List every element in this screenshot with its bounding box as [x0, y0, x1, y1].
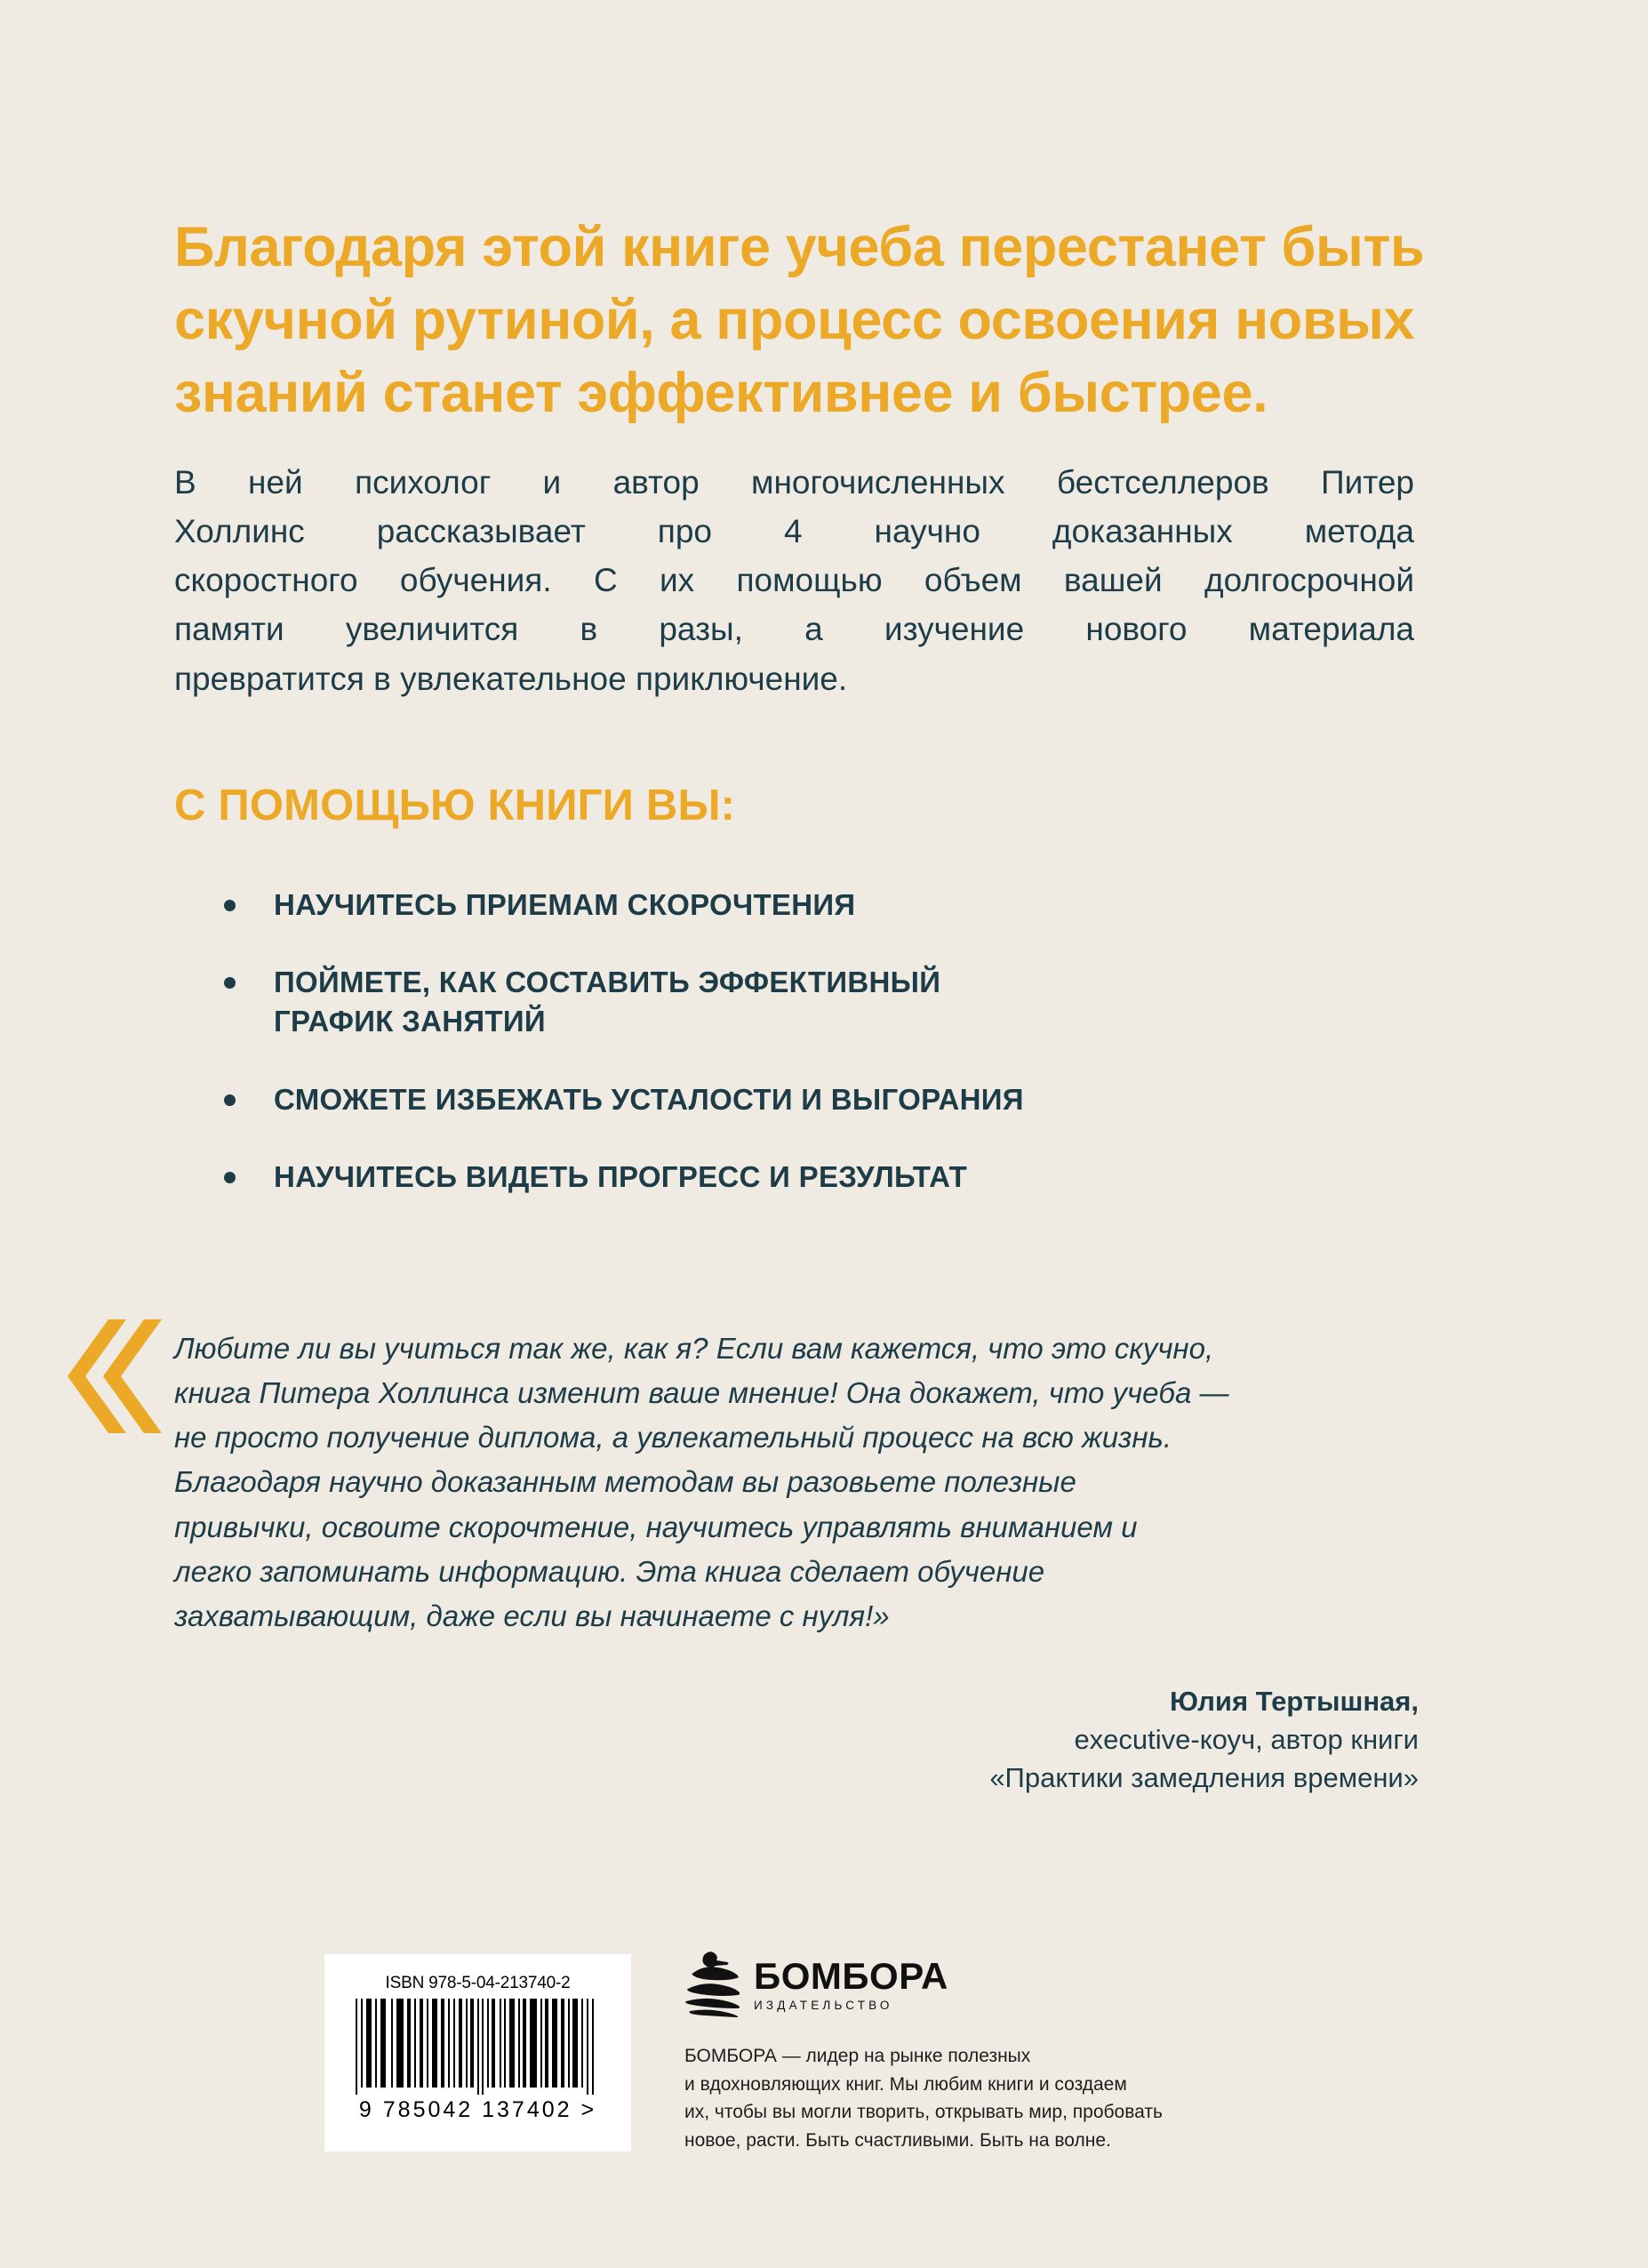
list-item-label — [274, 963, 940, 1041]
list-item-label — [274, 1080, 1024, 1119]
benefits-list — [174, 886, 1419, 1197]
quote-line: Любите ли вы учиться так же, как я? Если вам кажется, что это скучно, — [174, 1332, 1214, 1365]
bombora-wave-logo-icon — [684, 1950, 740, 2019]
list-item-line: НАУЧИТЕСЬ ВИДЕТЬ ПРОГРЕСС И РЕЗУЛЬТАТ — [274, 1159, 968, 1193]
quote-line: книга Питера Холлинса изменит ваше мнение! Она докажет, что учеба — — [174, 1376, 1229, 1410]
list-item-line: ГРАФИК ЗАНЯТИЙ — [274, 1005, 546, 1038]
intro-line: скоростного обучения. С их помощью объем вашей долгосрочной — [174, 562, 1414, 599]
intro-line: превратится в увлекательное приключение. — [174, 660, 848, 697]
publisher-block — [684, 1947, 1218, 2154]
publisher-name: БОМБОРА — [754, 1954, 948, 1997]
headline-line: скучной рутиной, а процесс освоения новых — [174, 288, 1415, 351]
testimonial-attribution — [174, 1683, 1419, 1797]
publisher-description-line: и вдохновляющих книг. Мы любим книги и создаем — [684, 2073, 1127, 2095]
quote-line: легко запоминать информацию. Эта книга сделает обучение — [174, 1554, 1045, 1588]
list-item-line: СМОЖЕТЕ ИЗБЕЖАТЬ УСТАЛОСТИ И ВЫГОРАНИЯ — [274, 1082, 1024, 1116]
quote-line: захватывающим, даже если вы начинаете с нуля!» — [174, 1599, 890, 1632]
testimonial-text — [174, 1326, 1419, 1639]
headline-line: Благодаря этой книге учеба перестанет быть — [174, 216, 1425, 278]
list-item — [174, 1080, 1419, 1119]
list-item — [174, 963, 1419, 1041]
quote-line: не просто получение диплома, а увлекательный процесс на всю жизнь. — [174, 1421, 1172, 1455]
quote-line: привычки, освоите скорочтение, научитесь управлять вниманием и — [174, 1510, 1138, 1543]
intro-paragraph — [174, 458, 1414, 703]
intro-line: В ней психолог и автор многочисленных бестселлеров Питер — [174, 464, 1414, 501]
quote-line: Благодаря научно доказанным методам вы разовьете полезные — [174, 1465, 1076, 1499]
publisher-description-line: новое, расти. Быть счастливыми. Быть на волне. — [684, 2129, 1111, 2151]
attribution-name: Юлия Тертышная, — [1170, 1686, 1419, 1717]
barcode-bars-icon — [354, 1999, 603, 2095]
attribution-role: executive-коуч, автор книги — [1074, 1723, 1419, 1755]
list-item-label — [274, 886, 855, 925]
attribution-book: «Практики замедления времени» — [989, 1761, 1419, 1793]
bullet-dot-icon — [224, 1172, 236, 1183]
headline-line: знаний станет эффективнее и быстрее. — [174, 361, 1268, 424]
bullet-dot-icon — [224, 900, 236, 911]
isbn-barcode — [324, 1954, 631, 2152]
isbn-label: ISBN 978-5-04-213740-2 — [385, 1974, 571, 1992]
list-item-label — [274, 1158, 967, 1197]
list-item-line: НАУЧИТЕСЬ ПРИЕМАМ СКОРОЧТЕНИЯ — [274, 888, 856, 921]
bullet-dot-icon — [224, 1094, 236, 1106]
intro-line: памяти увеличится в разы, а изучение нового материала — [174, 611, 1414, 648]
list-item — [174, 886, 1419, 925]
benefits-title: С ПОМОЩЬЮ КНИГИ ВЫ: — [174, 781, 736, 829]
list-item — [174, 1158, 1419, 1197]
publisher-subtitle: ИЗДАТЕЛЬСТВО — [754, 1998, 893, 2012]
barcode-digits: 9 785042 137402 > — [358, 2097, 597, 2122]
publisher-description-line: их, чтобы вы могли творить, открывать мир, пробовать — [684, 2102, 1163, 2122]
bullet-dot-icon — [224, 977, 236, 989]
double-chevron-quote-icon — [62, 1319, 162, 1433]
publisher-description — [684, 2042, 1218, 2154]
publisher-description-line: БОМБОРА — лидер на рынке полезных — [684, 2046, 1031, 2066]
list-item-line: ПОЙМЕТЕ, КАК СОСТАВИТЬ ЭФФЕКТИВНЫЙ — [274, 966, 941, 999]
testimonial-block — [174, 1326, 1419, 1639]
headline — [174, 212, 1425, 430]
intro-line: Холлинс рассказывает про 4 научно доказанных метода — [174, 513, 1414, 550]
publisher-wordmark — [754, 1954, 948, 2012]
publisher-logo — [684, 1947, 1218, 2022]
